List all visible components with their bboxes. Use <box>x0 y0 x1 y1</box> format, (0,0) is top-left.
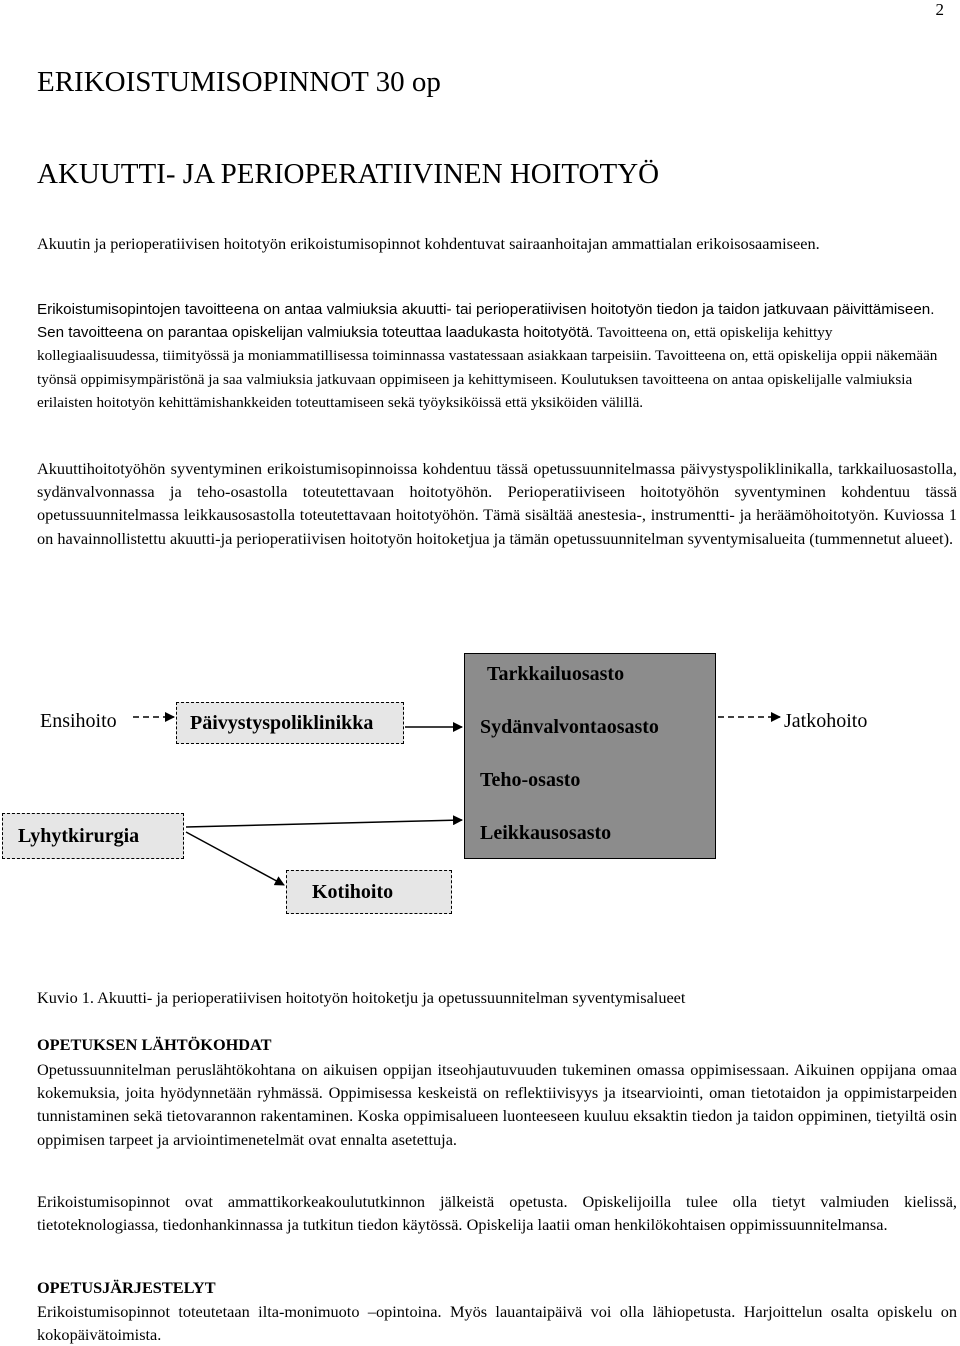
section-heading-starting-points: OPETUKSEN LÄHTÖKOHDAT <box>37 1035 272 1054</box>
node-leikkaus: Leikkausosasto <box>480 822 612 844</box>
node-kotihoito-label: Kotihoito <box>312 881 394 903</box>
page-number: 2 <box>935 0 944 19</box>
node-lyhytkirurgia-label: Lyhytkirurgia <box>18 825 140 847</box>
studies-paragraph: Erikoistumisopinnot ovat ammattikorkeakoulututkinnon jälkeistä opetusta. Opiskelijoilla tulee olla tietyt valmiuden kielissä, tietoteknologiassa, tiedonhankinnassa ja tutkitun tiedon käytössä. Opiskelija laatii oman henkilökohtaisen oppimissuunnitelmansa. <box>37 1192 957 1235</box>
node-teho: Teho-osasto <box>480 769 581 791</box>
arrow-lyhytkirurgia-to-leikkaus <box>186 820 462 827</box>
goals-paragraph <box>37 298 957 414</box>
intro-paragraph: Akuutin ja perioperatiivisen hoitotyön erikoistumisopinnot kohdentuvat sairaanhoitajan ammattialan erikoisosaamiseen. <box>37 234 820 253</box>
node-tarkkailu: Tarkkailuosasto <box>487 663 625 685</box>
page-title: ERIKOISTUMISOPINNOT 30 op <box>37 66 441 98</box>
node-sydanvalvonta: Sydänvalvontaosasto <box>480 716 659 738</box>
figure-caption: Kuvio 1. Akuutti- ja perioperatiivisen hoitotyön hoitoketju ja opetussuunnitelman syventymisalueet <box>37 988 686 1007</box>
goals-sans-text: Erikoistumisopintojen tavoitteena on antaa valmiuksia akuutti- tai perioperatiivisen hoitotyön tiedon ja taidon jatkuvaan päivittämiseen. Sen tavoitteena on parantaa opiskelijan valmiuksia toteuttaa laadukasta hoitotyötä. <box>37 301 935 342</box>
page-subtitle: AKUUTTI- JA PERIOPERATIIVINEN HOITOTYÖ <box>37 158 660 190</box>
section-heading-arrangements: OPETUSJÄRJESTELYT <box>37 1278 216 1297</box>
arrow-lyhytkirurgia-to-kotihoito <box>186 832 284 885</box>
starting-points-paragraph: Opetussuunnitelman peruslähtökohtana on aikuisen oppijan itseohjautuvuuden tukeminen omassa oppimisessaan. Aikuinen oppijana omaa kokemuksia, joita hyödynnetään ryhmässä. Oppimisessa keskeistä on reflektiivisyys ja itsearviointi, oman tietotaidon ja oppimistarpeiden tunnistaminen sekä tietovarannon rakentaminen. Koska oppimisalueen luonteeseen kuuluu eksaktin tiedon ja taidon oppiminen, tietyiltä osin oppimisen tarpeet ja arviointimenetelmät ovat ennalta asetettuja. <box>37 1060 957 1149</box>
node-paivystys-label: Päivystyspoliklinikka <box>190 712 374 734</box>
node-ensihoito: Ensihoito <box>40 710 117 732</box>
focus-paragraph: Akuuttihoitotyöhön syventyminen erikoistumisopinnoissa kohdentuu tässä opetussuunnitelmassa päivystyspoliklinikalla, tarkkailuosastolla, sydänvalvonnassa ja teho-osastolla toteutettavaan hoitotyöhön. Perioperatiiviseen hoitotyöhön syventyminen kohdentuu tässä opetussuunnitelmassa leikkausosastolla toteutettavaan hoitotyöhön. Tämä sisältää anestesia-, instrumentti- ja heräämöhoitotyön. Kuviossa 1 on havainnollistettu akuutti-ja perioperatiivisen hoitotyön hoitoketjua ja tämän opetussuunnitelman syventymisalueita (tummennetut alueet). <box>37 459 957 548</box>
node-jatkohoito: Jatkohoito <box>784 710 868 732</box>
care-chain-diagram <box>0 640 960 930</box>
arrangements-paragraph: Erikoistumisopinnot toteutetaan ilta-monimuoto –opintoina. Myös lauantaipäivä voi olla lähiopetusta. Harjoittelun osalta opiskelu on kokopäivätoimista. <box>37 1302 957 1345</box>
goals-serif-text: Tavoitteena on, että opiskelija kehittyy kollegiaalisuudessa, tiimityössä ja moniammatillisessa toiminnassa vastatessaan asiakkaan tarpeisiin. Tavoitteena on, että opiskelija oppii näkemään työnsä oppimisympäristönä ja saa valmiuksia jatkuvaan oppimiseen ja kehittymiseen. Koulutuksen tavoitteena on antaa opiskelijalle valmiuksia erilaisten hoitotyön kehittämishankkeiden toteuttamiseen sekä työyksiköissä että yksiköiden välillä. <box>37 324 938 411</box>
